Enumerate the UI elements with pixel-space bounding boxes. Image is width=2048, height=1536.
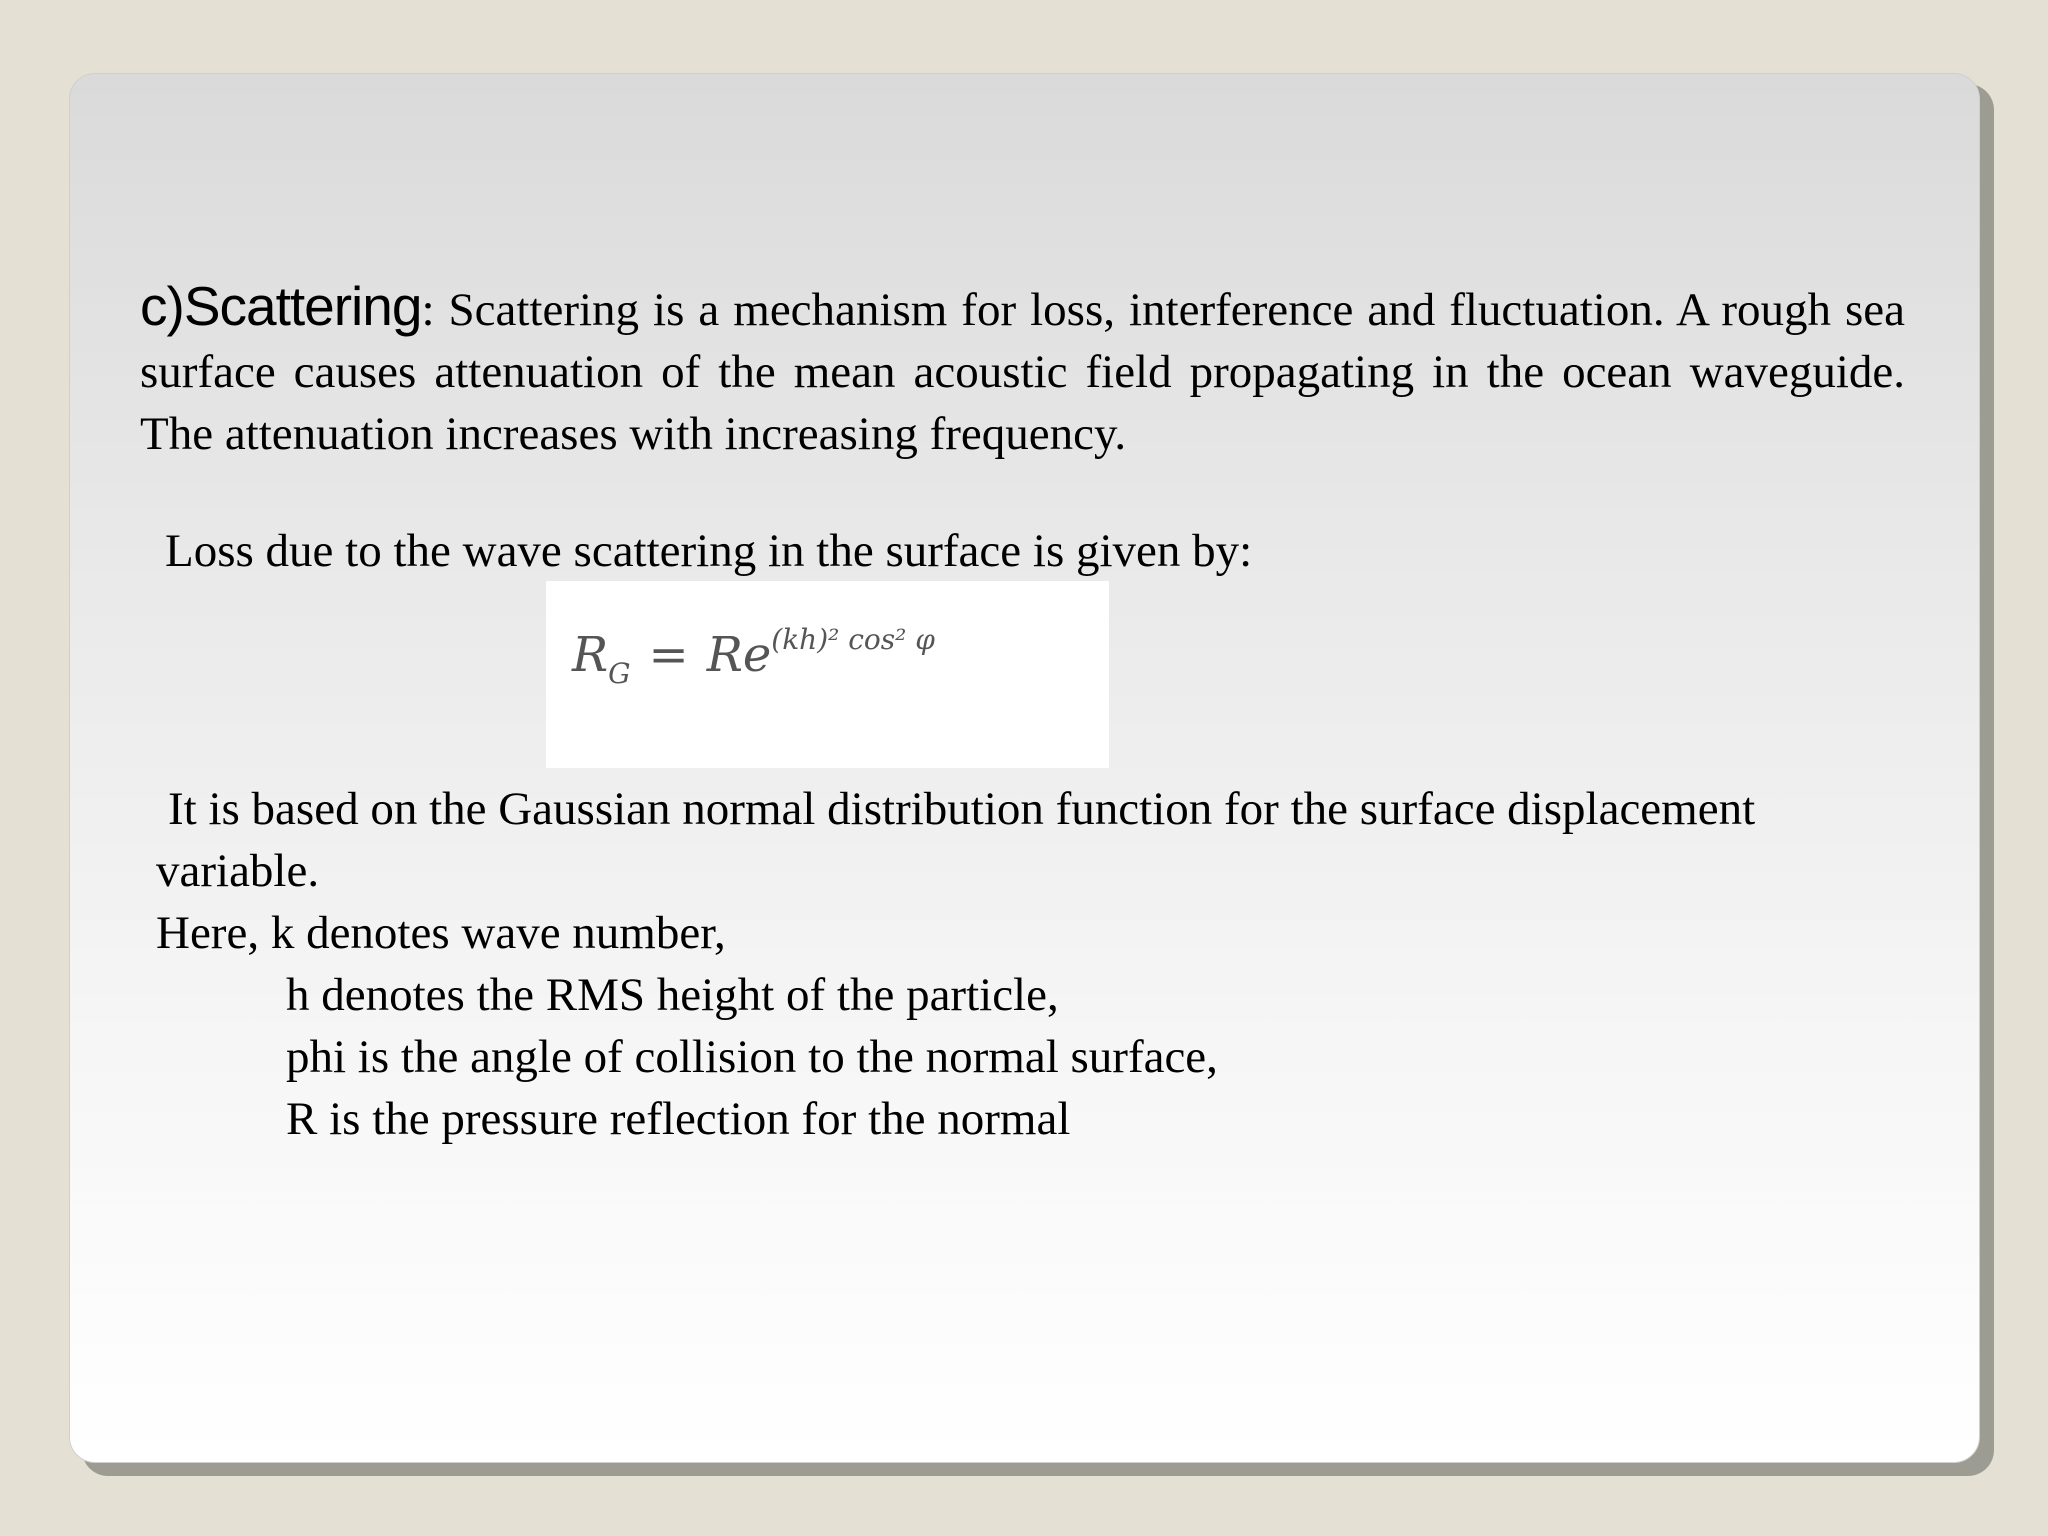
gaussian-line-1: It is based on the Gaussian normal distribution function for the surface displacement — [168, 783, 1756, 835]
formula-image — [546, 581, 1109, 768]
scattering-body: : Scattering is a mechanism for loss, interference and fluctuation. A rough sea surface causes attenuation of the mean acoustic field propagating in the ocean waveguide. The attenuation increases with increasing frequency. — [140, 284, 1905, 460]
loss-formula: $R_G = Re^{(kh)^2 cos^2 \varphi}$ — [572, 623, 935, 690]
definition-r: R is the pressure reflection for the normal — [286, 1093, 1071, 1145]
scattering-paragraph — [140, 275, 1905, 465]
definition-k: Here, k denotes wave number, — [156, 907, 726, 959]
gaussian-line-2: variable. — [156, 845, 320, 897]
loss-intro-line: Loss due to the wave scattering in the surface is given by: — [165, 525, 1253, 577]
scattering-heading: c)Scattering — [140, 275, 422, 337]
definition-phi: phi is the angle of collision to the normal surface, — [286, 1031, 1218, 1083]
definition-h: h denotes the RMS height of the particle, — [286, 969, 1059, 1021]
